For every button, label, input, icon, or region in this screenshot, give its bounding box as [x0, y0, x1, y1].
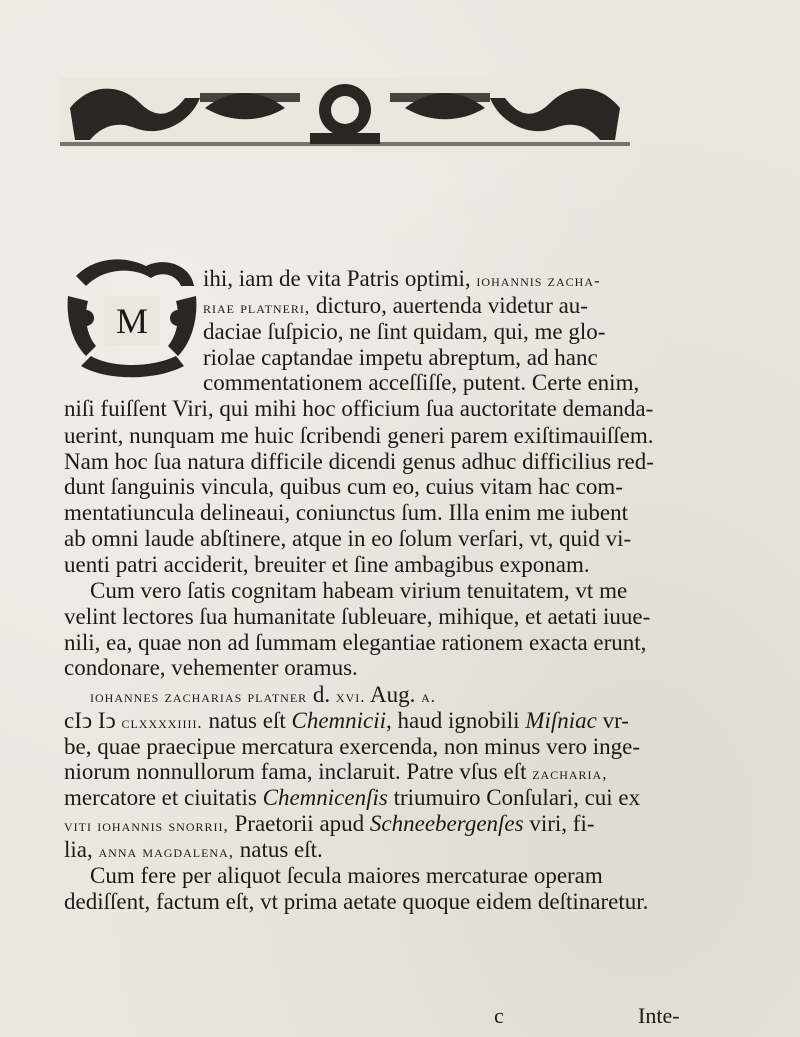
- text-run: dediſſent, factum eſt, vt prima aetate quoque eidem deſtinaretur.: [64, 889, 649, 914]
- text-run: dicturo, auertenda videtur au-: [310, 293, 588, 318]
- text-run: dunt ſanguinis vincula, quibus cum eo, cuius vitam hac com-: [64, 474, 623, 499]
- text-run: xvi.: [335, 687, 366, 706]
- text-run: Cum vero ſatis cognitam habeam virium tenuitatem, vt me: [90, 578, 628, 603]
- text-line: [203, 345, 598, 371]
- text-run: ab omni laude abſtinere, atque in eo ſolum verſari, vt, quid vi-: [64, 526, 632, 551]
- text-run: Cum fere per aliquot ſecula maiores mercaturae operam: [90, 863, 603, 888]
- text-line: [64, 785, 640, 811]
- text-run: nili, ea, quae non ad ſummam elegantiae rationem exacta erunt,: [64, 630, 647, 655]
- text-line: [64, 423, 654, 449]
- text-line: [64, 708, 629, 736]
- text-run: uenti patri acciderit, breuiter et ſine ambagibus exponam.: [64, 552, 590, 577]
- text-run: zacharia,: [532, 764, 608, 783]
- text-line: [203, 370, 639, 396]
- text-run: natus eſt.: [234, 837, 323, 862]
- text-line: [64, 526, 631, 552]
- text-run: riae platneri,: [203, 298, 311, 317]
- text-run: lia,: [64, 837, 99, 862]
- text-run: Schneebergenſes: [369, 811, 524, 836]
- text-run: condonare, vehementer oramus.: [64, 655, 358, 680]
- text-line: [64, 734, 640, 760]
- text-line: [64, 837, 323, 865]
- text-run: Aug.: [365, 682, 422, 707]
- text-line: [64, 604, 650, 630]
- text-line: [203, 319, 605, 345]
- text-run: ihi, iam de vita Patris optimi,: [203, 266, 477, 291]
- text-line: [90, 863, 603, 889]
- text-line: [64, 630, 646, 656]
- text-run: Chemnicii: [291, 708, 387, 733]
- text-run: cIↄ Iↄ: [64, 708, 122, 733]
- text-line: [64, 759, 607, 787]
- text-line: [64, 552, 590, 578]
- text-run: velint lectores ſua humanitate ſubleuare, mihique, et aetati iuue-: [64, 604, 651, 629]
- headpiece-ornament-icon: [60, 78, 630, 148]
- text-run: commentationem acceſſiſſe, putent. Certe enim,: [203, 370, 640, 395]
- text-run: niſi fuiſſent Viri, qui mihi hoc officium ſua auctoritate demanda-: [64, 396, 654, 421]
- text-run: d.: [307, 682, 336, 707]
- catchword: Inte-: [638, 1003, 680, 1028]
- text-run: mercatore et ciuitatis: [64, 785, 263, 810]
- text-run: natus eſt: [202, 708, 292, 733]
- text-line: [64, 655, 358, 681]
- text-line: [64, 889, 648, 915]
- text-run: iohannes zacharias platner: [90, 687, 308, 706]
- initial-letter: M: [104, 296, 160, 346]
- text-line: [64, 474, 623, 500]
- text-run: Chemnicenſis: [262, 785, 388, 810]
- signature-mark: c: [494, 1003, 504, 1028]
- text-run: , haud ignobili: [386, 708, 526, 733]
- text-run: mentatiuncula delineaui, coniunctus ſum. Illa enim me iubent: [64, 500, 628, 525]
- text-run: niorum nonnullorum fama, inclaruit. Patre vſus eſt: [64, 759, 533, 784]
- text-run: iohannis zacha-: [476, 271, 601, 290]
- text-run: clxxxxiiii.: [121, 713, 203, 732]
- text-run: daciae ſuſpicio, ne ſint quidam, qui, me glo-: [203, 319, 606, 344]
- text-run: triumuiro Conſulari, cui ex: [387, 785, 641, 810]
- text-run: anna magdalena,: [98, 842, 234, 861]
- text-line: [64, 500, 628, 526]
- text-run: vr-: [596, 708, 629, 733]
- text-line: [90, 682, 436, 710]
- text-line: [64, 449, 654, 475]
- text-run: Miſniac: [525, 708, 597, 733]
- text-run: viri, fi-: [523, 811, 595, 836]
- text-run: uerint, nunquam me huic ſcribendi generi parem exiſtimauiſſem.: [64, 423, 654, 448]
- text-run: Nam hoc ſua natura difficile dicendi genus adhuc difficilius red-: [64, 449, 654, 474]
- text-line: [203, 293, 588, 321]
- text-line: [64, 396, 653, 422]
- text-run: viti iohannis snorrii,: [64, 816, 229, 835]
- text-run: a.: [421, 687, 437, 706]
- text-line: [90, 578, 627, 604]
- text-run: riolae captandae impetu abreptum, ad hanc: [203, 345, 598, 370]
- text-line: [203, 266, 601, 294]
- text-run: be, quae praecipue mercatura exercenda, non minus vero inge-: [64, 734, 640, 759]
- text-run: Praetorii apud: [228, 811, 370, 836]
- text-line: [64, 811, 595, 839]
